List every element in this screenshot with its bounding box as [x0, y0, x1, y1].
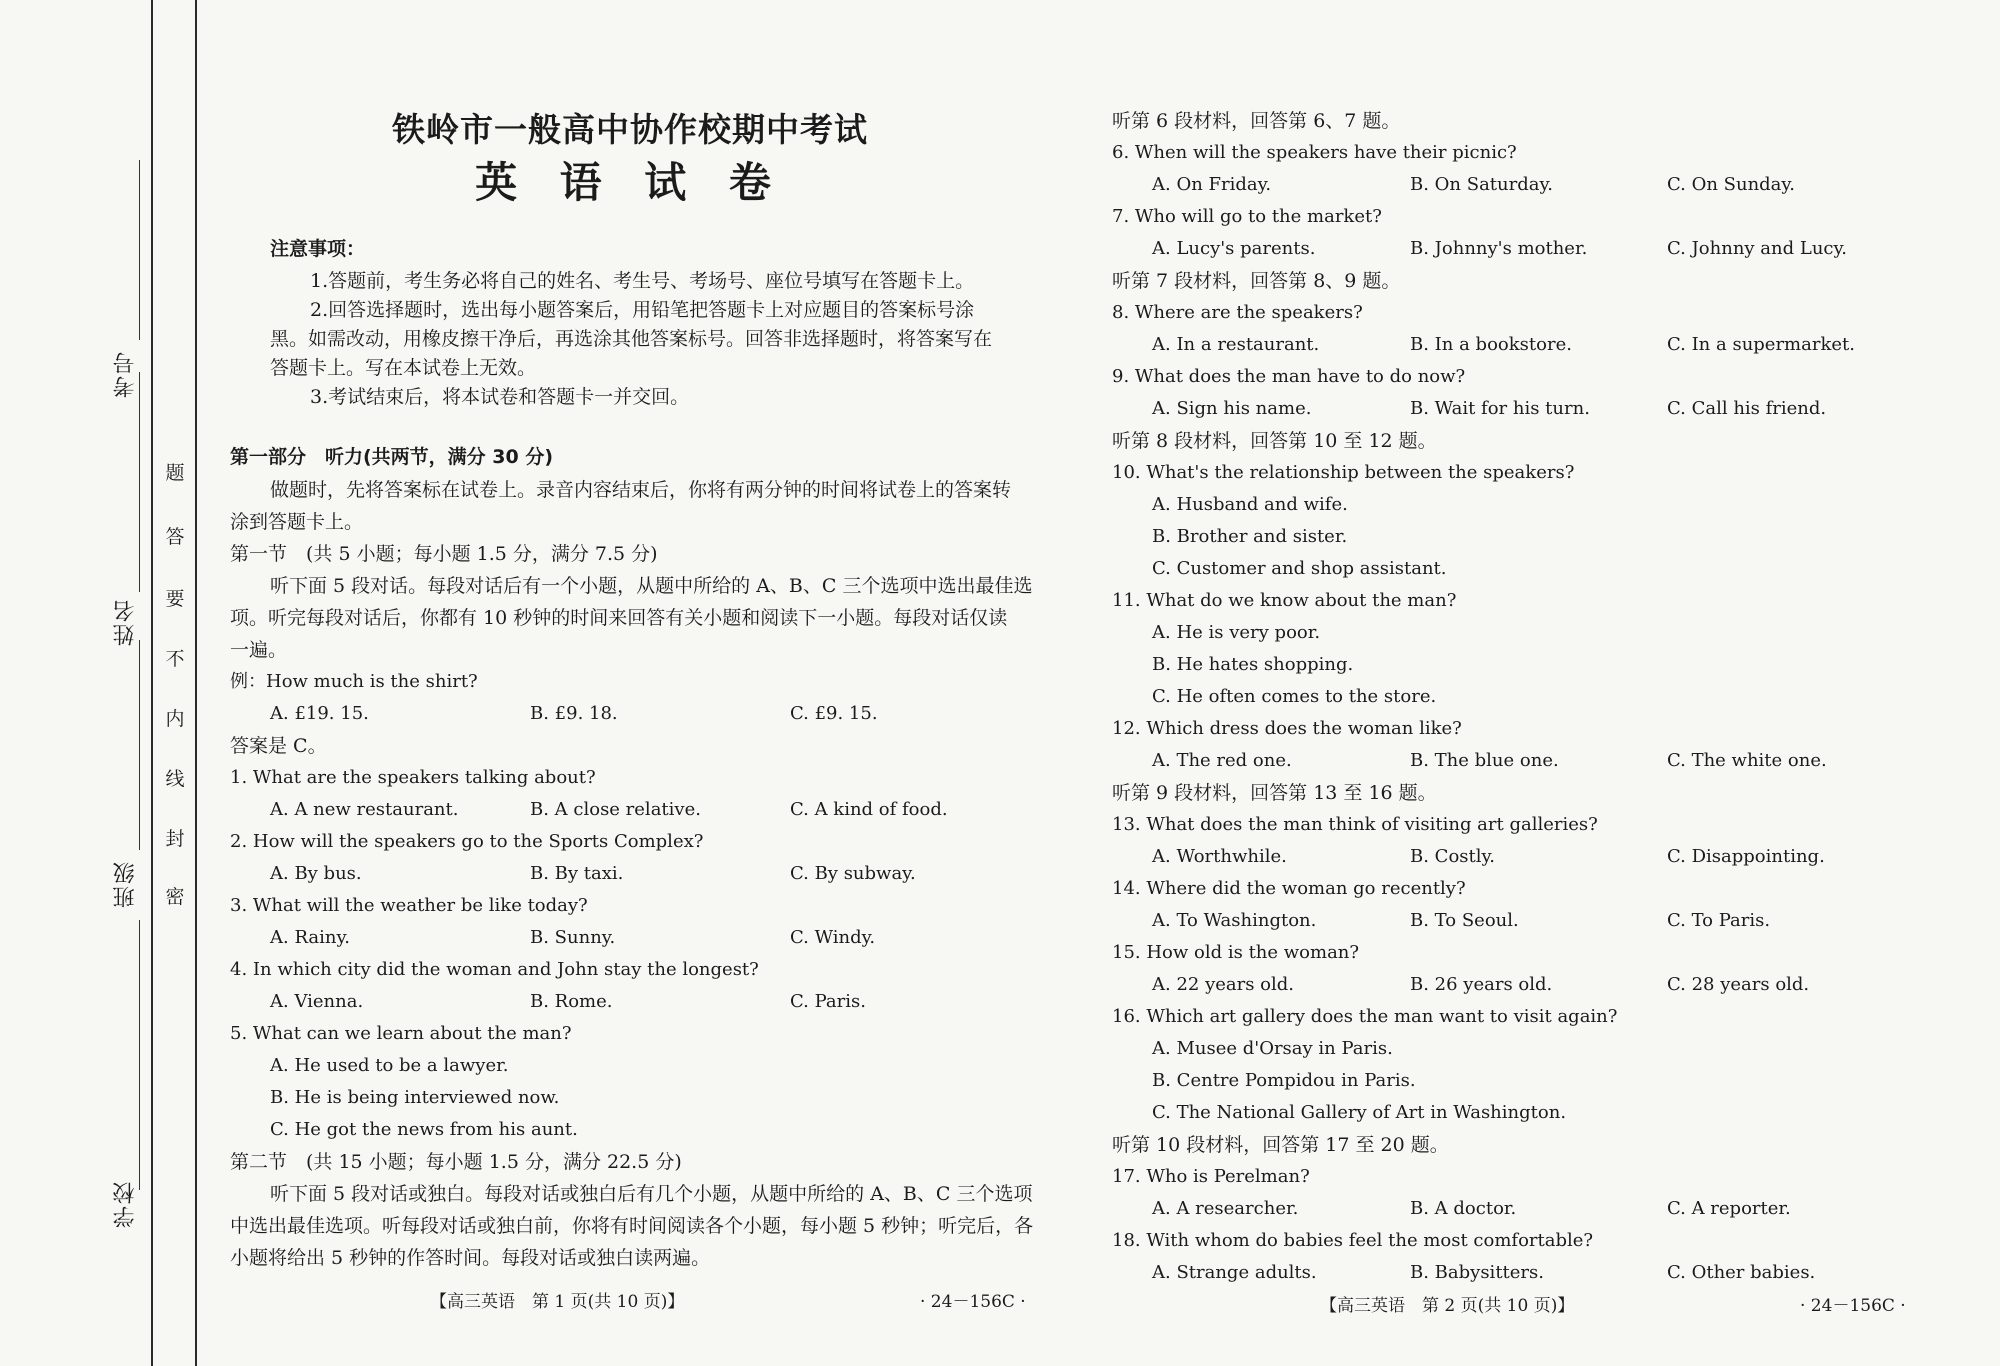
option-a: A. Rainy.	[270, 927, 350, 948]
notice-line: 2.回答选择题时，选出每小题答案后，用铅笔把答题卡上对应题目的答案标号涂	[310, 299, 975, 321]
option-c: C. He often comes to the store.	[1152, 686, 1437, 707]
warning-char: 密	[165, 886, 185, 908]
option-a: A. Musee d'Orsay in Paris.	[1152, 1038, 1393, 1059]
blank-exam-no	[139, 160, 140, 340]
option-c: C. On Sunday.	[1667, 174, 1795, 195]
option-c: C. Call his friend.	[1667, 398, 1827, 419]
exam-subtitle: 英 语 试 卷	[475, 158, 785, 207]
option-a: A. £19. 15.	[270, 703, 369, 724]
option-c: C. In a supermarket.	[1667, 334, 1855, 355]
option-b: B. A close relative.	[530, 799, 701, 820]
question: 5. What can we learn about the man?	[230, 1023, 572, 1044]
example-question: 例：How much is the shirt?	[230, 671, 478, 692]
question: 10. What's the relationship between the speakers?	[1112, 462, 1575, 483]
option-b: B. To Seoul.	[1410, 910, 1519, 931]
material-heading: 听第 10 段材料，回答第 17 至 20 题。	[1112, 1134, 1449, 1156]
option-a: A. He is very poor.	[1152, 622, 1321, 643]
option-b: B. In a bookstore.	[1410, 334, 1572, 355]
question: 6. When will the speakers have their picnic?	[1112, 142, 1517, 163]
binding-line-inner	[195, 0, 197, 1366]
blank-school	[139, 920, 140, 1190]
option-c: C. The National Gallery of Art in Washington.	[1152, 1102, 1567, 1123]
section1-intro-line: 一遍。	[230, 639, 288, 661]
notice-line: 答题卡上。写在本试卷上无效。	[270, 357, 537, 379]
material-heading: 听第 6 段材料，回答第 6、7 题。	[1112, 110, 1401, 132]
question: 9. What does the man have to do now?	[1112, 366, 1466, 387]
option-b: B. Babysitters.	[1410, 1262, 1544, 1283]
question: 16. Which art gallery does the man want to visit again?	[1112, 1006, 1618, 1027]
section1-intro-line: 听下面 5 段对话。每段对话后有一个小题，从题中所给的 A、B、C 三个选项中选出最佳选	[270, 575, 1033, 597]
option-c: C. A kind of food.	[790, 799, 948, 820]
section2-intro-line: 中选出最佳选项。听每段对话或独白前，你将有时间阅读各个小题，每小题 5 秒钟；听完后，各	[230, 1215, 1034, 1237]
option-c: C. He got the news from his aunt.	[270, 1119, 578, 1140]
binding-margin	[0, 0, 196, 1366]
question: 7. Who will go to the market?	[1112, 206, 1382, 227]
warning-char: 不	[165, 648, 185, 670]
question: 11. What do we know about the man?	[1112, 590, 1457, 611]
option-a: A. On Friday.	[1152, 174, 1272, 195]
warning-char: 线	[165, 768, 185, 790]
question: 1. What are the speakers talking about?	[230, 767, 596, 788]
option-c: C. 28 years old.	[1667, 974, 1810, 995]
notice-line: 3.考试结束后，将本试卷和答题卡一并交回。	[310, 386, 690, 408]
option-a: A. Lucy's parents.	[1152, 238, 1316, 259]
option-a: A. Husband and wife.	[1152, 494, 1348, 515]
option-b: B. Costly.	[1410, 846, 1496, 867]
page-code: · 24－156C ·	[1800, 1296, 1906, 1316]
question: 13. What does the man think of visiting art galleries?	[1112, 814, 1598, 835]
section2-heading: 第二节 (共 15 小题；每小题 1.5 分，满分 22.5 分)	[230, 1151, 682, 1173]
part1-intro-line: 做题时，先将答案标在试卷上。录音内容结束后，你将有两分钟的时间将试卷上的答案转	[270, 479, 1012, 501]
exam-title: 铁岭市一般高中协作校期中考试	[392, 110, 868, 149]
blank-class-upper	[139, 640, 140, 850]
question: 14. Where did the woman go recently?	[1112, 878, 1466, 899]
option-c: C. The white one.	[1667, 750, 1827, 771]
option-c: C. Other babies.	[1667, 1262, 1816, 1283]
label-school: 学校	[113, 1180, 138, 1228]
section1-heading: 第一节 (共 5 小题；每小题 1.5 分，满分 7.5 分)	[230, 543, 658, 565]
option-b: B. On Saturday.	[1410, 174, 1553, 195]
notice-line: 黑。如需改动，用橡皮擦干净后，再选涂其他答案标号。回答非选择题时，将答案写在	[270, 328, 993, 350]
question: 3. What will the weather be like today?	[230, 895, 588, 916]
option-c: C. Windy.	[790, 927, 876, 948]
option-a: A. Vienna.	[270, 991, 364, 1012]
option-c: C. Paris.	[790, 991, 866, 1012]
question: 15. How old is the woman?	[1112, 942, 1360, 963]
notice-line: 1.答题前，考生务必将自己的姓名、考生号、考场号、座位号填写在答题卡上。	[310, 270, 975, 292]
notice-heading: 注意事项：	[270, 238, 366, 260]
option-a: A. A new restaurant.	[270, 799, 459, 820]
option-b: B. By taxi.	[530, 863, 624, 884]
option-a: A. The red one.	[1152, 750, 1292, 771]
label-name: 姓名	[113, 598, 138, 646]
part1-intro-line: 涂到答题卡上。	[230, 511, 364, 533]
option-b: B. Brother and sister.	[1152, 526, 1348, 547]
option-a: A. Worthwhile.	[1152, 846, 1287, 867]
page-footer: 【高三英语 第 1 页(共 10 页)】	[430, 1292, 685, 1312]
question: 17. Who is Perelman?	[1112, 1166, 1310, 1187]
option-b: B. He hates shopping.	[1152, 654, 1354, 675]
question: 8. Where are the speakers?	[1112, 302, 1363, 323]
option-b: B. A doctor.	[1410, 1198, 1517, 1219]
option-c: C. Johnny and Lucy.	[1667, 238, 1847, 259]
question: 4. In which city did the woman and John stay the longest?	[230, 959, 759, 980]
binding-line-outer	[151, 0, 153, 1366]
option-b: B. Centre Pompidou in Paris.	[1152, 1070, 1416, 1091]
label-class: 班级	[113, 860, 138, 908]
option-b: B. Sunny.	[530, 927, 616, 948]
option-c: C. £9. 15.	[790, 703, 878, 724]
option-b: B. Wait for his turn.	[1410, 398, 1590, 419]
label-exam-no: 考号	[113, 350, 138, 398]
option-b: B. The blue one.	[1410, 750, 1559, 771]
material-heading: 听第 7 段材料，回答第 8、9 题。	[1112, 270, 1401, 292]
warning-char: 答	[165, 526, 185, 548]
warning-char: 要	[165, 588, 185, 610]
page-code: · 24－156C ·	[920, 1292, 1026, 1312]
option-b: B. £9. 18.	[530, 703, 618, 724]
question: 12. Which dress does the woman like?	[1112, 718, 1462, 739]
question: 18. With whom do babies feel the most comfortable?	[1112, 1230, 1594, 1251]
option-a: A. A researcher.	[1152, 1198, 1299, 1219]
material-heading: 听第 9 段材料，回答第 13 至 16 题。	[1112, 782, 1437, 804]
option-c: C. Customer and shop assistant.	[1152, 558, 1447, 579]
section2-intro-line: 听下面 5 段对话或独白。每段对话或独白后有几个小题，从题中所给的 A、B、C 三个选项	[270, 1183, 1033, 1205]
option-a: A. Sign his name.	[1152, 398, 1312, 419]
blank-name	[139, 372, 140, 592]
option-c: C. By subway.	[790, 863, 916, 884]
option-a: A. In a restaurant.	[1152, 334, 1320, 355]
option-a: A. 22 years old.	[1152, 974, 1295, 995]
option-a: A. Strange adults.	[1152, 1262, 1317, 1283]
option-a: A. To Washington.	[1152, 910, 1317, 931]
question: 2. How will the speakers go to the Sports Complex?	[230, 831, 704, 852]
warning-char: 内	[165, 708, 185, 730]
warning-char: 封	[165, 828, 185, 850]
option-a: A. By bus.	[270, 863, 362, 884]
option-b: B. Johnny's mother.	[1410, 238, 1588, 259]
section1-intro-line: 项。听完每段对话后，你都有 10 秒钟的时间来回答有关小题和阅读下一小题。每段对话仅读	[230, 607, 1008, 629]
option-c: C. To Paris.	[1667, 910, 1771, 931]
option-b: B. Rome.	[530, 991, 613, 1012]
material-heading: 听第 8 段材料，回答第 10 至 12 题。	[1112, 430, 1437, 452]
option-c: C. A reporter.	[1667, 1198, 1791, 1219]
section2-intro-line: 小题将给出 5 秒钟的作答时间。每段对话或独白读两遍。	[230, 1247, 711, 1269]
option-b: B. He is being interviewed now.	[270, 1087, 560, 1108]
part1-heading: 第一部分 听力(共两节，满分 30 分)	[230, 446, 554, 468]
example-answer: 答案是 C。	[230, 735, 327, 757]
option-b: B. 26 years old.	[1410, 974, 1553, 995]
page-footer: 【高三英语 第 2 页(共 10 页)】	[1320, 1296, 1575, 1316]
option-c: C. Disappointing.	[1667, 846, 1825, 867]
option-a: A. He used to be a lawyer.	[270, 1055, 509, 1076]
warning-char: 题	[165, 462, 185, 484]
